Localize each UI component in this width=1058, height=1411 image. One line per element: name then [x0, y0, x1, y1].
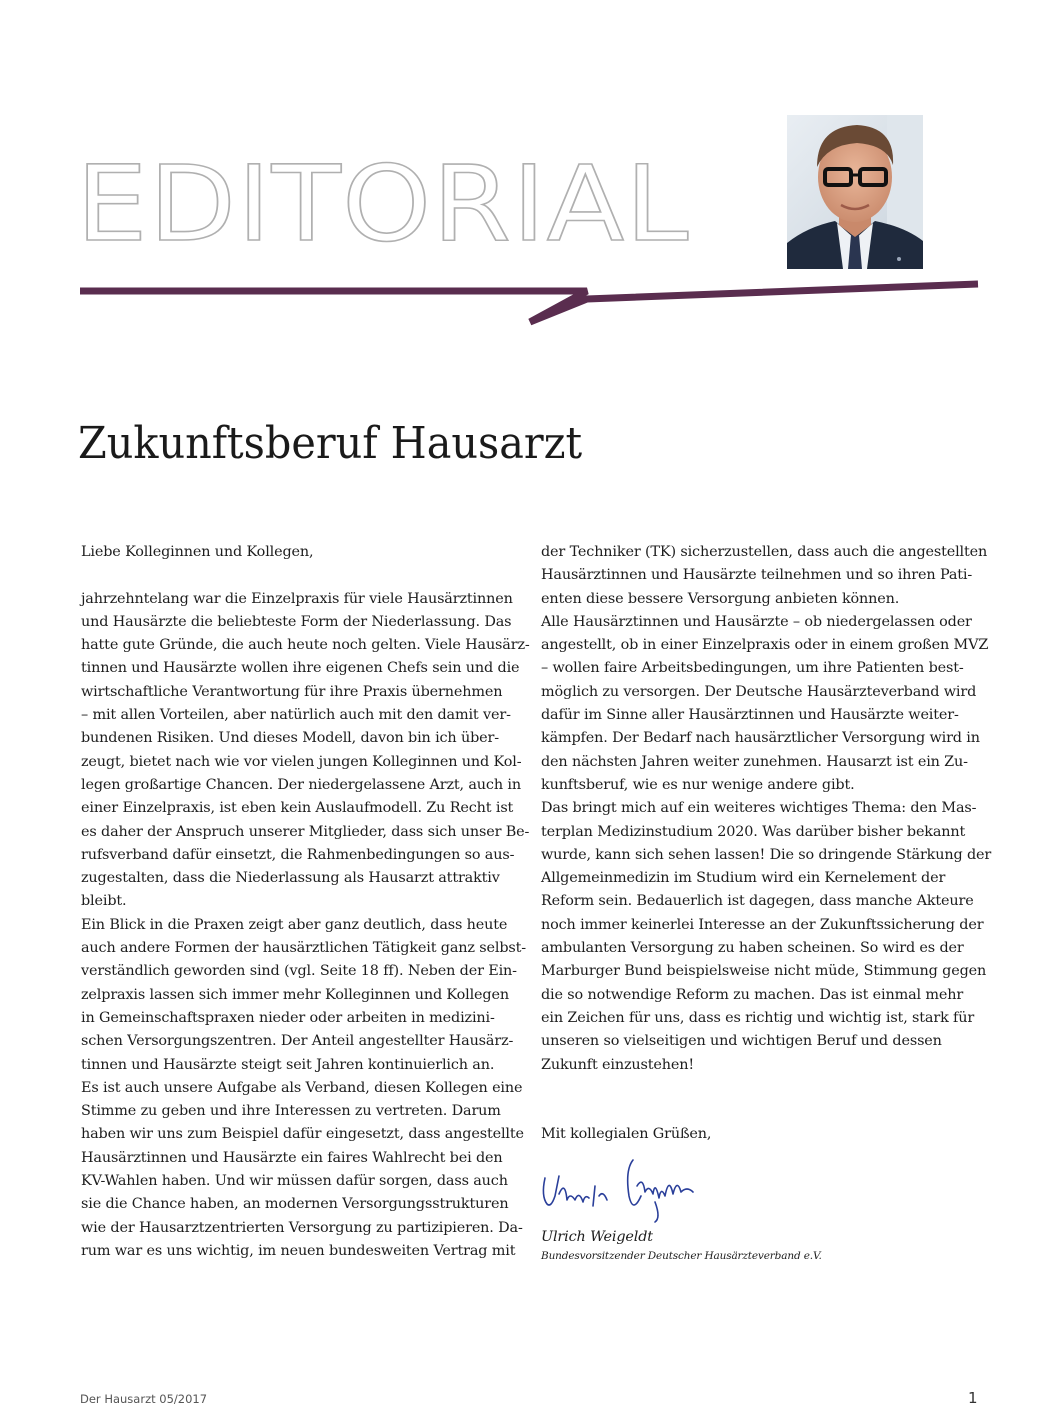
body-line: Hausärztinnen und Hausärzte teilnehmen und so ihren Pati-	[541, 567, 973, 584]
body-line: Stimme zu geben und ihre Interessen zu vertreten. Darum	[81, 1103, 501, 1120]
body-line: zeugt, bietet nach wie vor vielen jungen Kolleginnen und Kol-	[81, 753, 522, 770]
headline: Zukunftsberuf Hausarzt	[78, 418, 583, 469]
body-line: ambulanten Versorgung zu haben scheinen. So wird es der	[541, 940, 964, 957]
body-line: Liebe Kolleginnen und Kollegen,	[81, 544, 314, 560]
body-line: Reform sein. Bedauerlich ist dagegen, dass manche Akteure	[541, 893, 974, 910]
body-line: Mit kollegialen Grüßen,	[541, 1126, 712, 1143]
body-line: Alle Hausärztinnen und Hausärzte – ob niedergelassen oder	[541, 613, 972, 630]
body-line: – mit allen Vorteilen, aber natürlich auch mit den damit ver-	[81, 707, 511, 724]
body-line: terplan Medizinstudium 2020. Was darüber bisher bekannt	[541, 823, 966, 840]
body-line: einer Einzelpraxis, ist eben kein Auslaufmodell. Zu Recht ist	[81, 800, 514, 817]
body-column-right	[541, 541, 991, 1147]
body-line: Marburger Bund beispielsweise nicht müde, Stimmung gegen	[541, 963, 987, 980]
footer-publication: Der Hausarzt 05/2017	[80, 1392, 208, 1406]
body-line: Das bringt mich auf ein weiteres wichtiges Thema: den Mas-	[541, 800, 977, 817]
body-line: KV-Wahlen haben. Und wir müssen dafür sorgen, dass auch	[81, 1173, 508, 1190]
body-line	[81, 564, 530, 587]
body-line: jahrzehntelang war die Einzelpraxis für viele Hausärztinnen	[81, 590, 513, 607]
body-line: der Techniker (TK) sicherzustellen, dass auch die angestellten	[541, 544, 988, 560]
body-line: sie die Chance haben, an modernen Versorgungsstrukturen	[81, 1196, 509, 1213]
body-line: wie der Hausarztzentrierten Versorgung zu partizipieren. Da-	[81, 1219, 523, 1236]
body-line: es daher der Anspruch unserer Mitglieder, dass sich unser Be-	[81, 823, 530, 840]
body-line	[541, 1100, 991, 1123]
body-line: die so notwendige Reform zu machen. Das ist einmal mehr	[541, 986, 964, 1003]
body-line: zelpraxis lassen sich immer mehr Kolleginnen und Kollegen	[81, 986, 509, 1003]
body-line: den nächsten Jahren weiter zunehmen. Hausarzt ist ein Zu-	[541, 753, 968, 770]
body-line: ein Zeichen für uns, dass es richtig und wichtig ist, stark für	[541, 1009, 975, 1026]
body-line: Ein Blick in die Praxen zeigt aber ganz deutlich, dass heute	[81, 916, 508, 933]
body-line: unseren so vielseitigen und wichtigen Beruf und dessen	[541, 1033, 942, 1050]
body-line: und Hausärzte die beliebteste Form der Niederlassung. Das	[81, 613, 512, 630]
body-line: enten diese bessere Versorgung anbieten können.	[541, 590, 900, 607]
body-line: wirtschaftliche Verantwortung für ihre Praxis übernehmen	[81, 683, 503, 700]
body-line: bundenen Risiken. Und dieses Modell, davon bin ich über-	[81, 730, 499, 747]
body-line: rufsverband dafür einsetzt, die Rahmenbedingungen so aus-	[81, 846, 515, 863]
body-line: Allgemeinmedizin im Studium wird ein Kernelement der	[541, 870, 946, 887]
body-line: Zukunft einzustehen!	[541, 1056, 694, 1073]
body-line: kunftsberuf, wie es nur wenige andere gibt.	[541, 776, 855, 793]
body-line: angestellt, ob in einer Einzelpraxis oder in einem großen MVZ	[541, 637, 989, 654]
accent-rule	[0, 0, 1058, 340]
section-kicker: EDITORIAL	[76, 143, 690, 265]
signature-block	[541, 1226, 822, 1263]
body-line: wurde, kann sich sehen lassen! Die so dringende Stärkung der	[541, 846, 992, 863]
body-line: Es ist auch unsere Aufgabe als Verband, diesen Kollegen eine	[81, 1079, 523, 1096]
body-line: legen großartige Chancen. Der niedergelassene Arzt, auch in	[81, 776, 521, 793]
body-line: kämpfen. Der Bedarf nach hausärztlicher Versorgung wird in	[541, 730, 980, 747]
body-line: auch andere Formen der hausärztlichen Tätigkeit ganz selbst-	[81, 940, 526, 957]
body-column-left	[81, 541, 530, 1263]
body-line: in Gemeinschaftspraxen nieder oder arbeiten in medizini-	[81, 1009, 495, 1026]
body-line: zugestalten, dass die Niederlassung als Hausarzt attraktiv	[81, 870, 500, 887]
body-line: hatte gute Gründe, die auch heute noch gelten. Viele Hausärz-	[81, 637, 530, 654]
page-number: 1	[968, 1389, 978, 1407]
body-line: schen Versorgungszentren. Der Anteil angestellter Hausärz-	[81, 1033, 514, 1050]
body-line: noch immer keinerlei Interesse an der Zukunftssicherung der	[541, 916, 984, 933]
body-line: möglich zu versorgen. Der Deutsche Hausärzteverband wird	[541, 683, 977, 700]
signature-name: Ulrich Weigeldt	[541, 1229, 653, 1245]
body-line: tinnen und Hausärzte wollen ihre eigenen Chefs sein und die	[81, 660, 520, 677]
body-line: bleibt.	[81, 893, 127, 910]
body-line: – wollen faire Arbeitsbedingungen, um ihre Patienten best-	[541, 660, 964, 677]
handwritten-signature	[537, 1156, 707, 1226]
body-line	[541, 1077, 991, 1100]
body-line: rum war es uns wichtig, im neuen bundesweiten Vertrag mit	[81, 1242, 516, 1259]
body-line: haben wir uns zum Beispiel dafür eingesetzt, dass angestellte	[81, 1126, 524, 1143]
signature-role: Bundesvorsitzender Deutscher Hausärzteverband e.V.	[541, 1250, 822, 1263]
body-line: dafür im Sinne aller Hausärztinnen und Hausärzte weiter-	[541, 707, 959, 724]
body-line: Hausärztinnen und Hausärzte ein faires Wahlrecht bei den	[81, 1149, 503, 1166]
body-line: verständlich geworden sind (vgl. Seite 18 ff). Neben der Ein-	[81, 963, 517, 980]
body-line: tinnen und Hausärzte steigt seit Jahren kontinuierlich an.	[81, 1056, 495, 1073]
